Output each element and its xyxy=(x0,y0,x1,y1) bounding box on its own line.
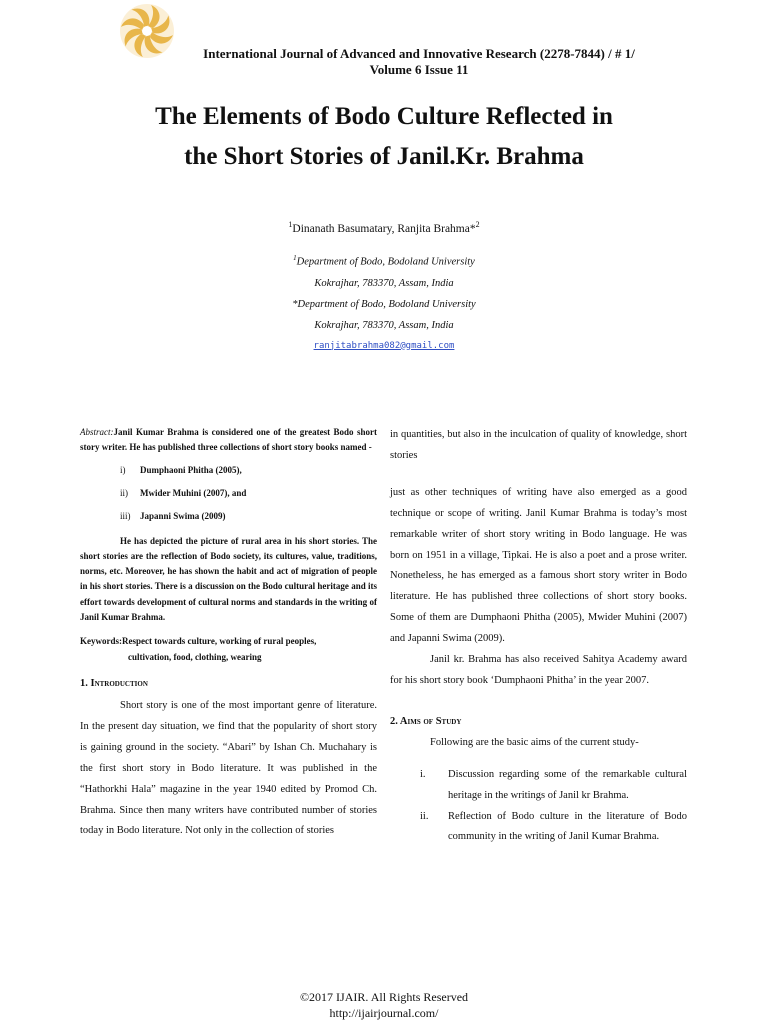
list-item: iii) Japanni Swima (2009) xyxy=(120,510,226,521)
book-list xyxy=(80,465,377,522)
list-item: ii) Mwider Muhini (2007), and xyxy=(120,487,247,498)
aims-heading: 2. Aims of Study xyxy=(390,715,462,727)
author-sup-1: 1 xyxy=(288,220,293,229)
list-item: i. Discussion regarding some of the remarkable cultural heritage in the writings of Janil kr Brahma. xyxy=(420,768,687,801)
journal-volume: Volume 6 Issue 11 xyxy=(369,62,469,77)
left-column xyxy=(80,425,377,842)
affiliation-line-4: Kokrajhar, 783370, Assam, India xyxy=(314,319,454,331)
keywords-line-2: cultivation, food, clothing, wearing xyxy=(128,651,262,662)
abstract-label: Abstract: xyxy=(80,427,114,437)
copyright-text: ©2017 IJAIR. All Rights Reserved xyxy=(299,990,469,1004)
author-sup-2: 2 xyxy=(475,220,480,229)
affiliation-line-3: *Department of Bodo, Bodoland University xyxy=(292,298,476,310)
keywords-label: Keywords: xyxy=(80,636,122,647)
page-footer xyxy=(0,989,768,1021)
list-item: ii. Reflection of Bodo culture in the literature of Bodo community in the writing of Janil Kumar Brahma. xyxy=(420,810,687,843)
abstract-text: Janil Kumar Brahma is considered one of the greatest Bodo short story writer. He has published three collections of short story books named - xyxy=(80,427,377,453)
journal-header xyxy=(170,46,668,78)
affiliation-line-2: Kokrajhar, 783370, Assam, India xyxy=(314,277,454,289)
aims-intro: Following are the basic aims of the current study- xyxy=(430,736,639,748)
abstract xyxy=(80,425,377,456)
keywords xyxy=(80,634,377,665)
journal-name: International Journal of Advanced and Innovative Research (2278-7844) / # 1/ xyxy=(203,46,635,61)
paper-title xyxy=(0,97,768,177)
author-names: Dinanath Basumatary, Ranjita Brahma* xyxy=(292,222,476,235)
body-paragraph: just as other techniques of writing have also emerged as a good technique or scope of writing. Janil Kumar Brahma is today’s most remarkable writer of short story writing in Bodo language. He was born on 1951 in a village, Tipkai. He is also a poet and a prose writer. Nonetheless, he has emerged as a famous short story writer in Bodo literature. He has published three collections of short story books. Some of them are Dumphaoni Phitha (2005), Mwider Muhini (2007) and Japanni Swima (2009). xyxy=(390,486,687,645)
keywords-line-1: Respect towards culture, working of rural peoples, xyxy=(122,636,317,647)
title-line-2: the Short Stories of Janil.Kr. Brahma xyxy=(184,143,584,170)
title-line-1: The Elements of Bodo Culture Reflected in xyxy=(155,103,613,130)
abstract-paragraph-2: He has depicted the picture of rural area in his short stories. The short stories are the reflection of Bodo society, its cultures, value, traditions, norms, etc. Moreover, he has shown the habit and act of migration of people in his short stories. There is a discussion on the Bodo cultural heritage and its effort towards development of cultural norms and standards in the writing of Janil Kumar Brahma. xyxy=(80,535,377,623)
introduction-heading: 1. Introduction xyxy=(80,677,148,689)
list-item: i) Dumphaoni Phitha (2005), xyxy=(120,464,242,475)
right-column xyxy=(390,425,687,848)
introduction-text: Short story is one of the most important genre of literature. In the present day situation, we find that the popularity of short story is gaining ground in the society. “Abari” by Ishan Ch. Muchahary is the first short story in Bodo literature. It was published in the “Hathorkhi Hala” magazine in the year 1940 edited by Promod Ch. Brahma. Since then many writers have contributed number of stories today in Bodo literature. Not only in the collection of stories xyxy=(80,699,377,837)
journal-logo-icon xyxy=(116,2,178,60)
journal-url-link[interactable]: http://ijairjournal.com/ xyxy=(329,1006,439,1020)
affiliation-line-1: $^1$Department of Bodo, Bodoland University xyxy=(293,254,475,268)
body-paragraph: in quantities, but also in the inculcation of quality of knowledge, short stories xyxy=(390,429,687,461)
author-email-link[interactable]: ranjitabrahma082@gmail.com xyxy=(313,340,455,351)
body-paragraph: Janil kr. Brahma has also received Sahitya Academy award for his short story book ‘Dumphaoni Phitha’ in the year 2007. xyxy=(390,654,687,686)
affiliations xyxy=(0,248,768,357)
affiliation-sup: 1 xyxy=(293,254,297,262)
aims-list xyxy=(390,765,687,849)
author-list xyxy=(0,218,768,236)
